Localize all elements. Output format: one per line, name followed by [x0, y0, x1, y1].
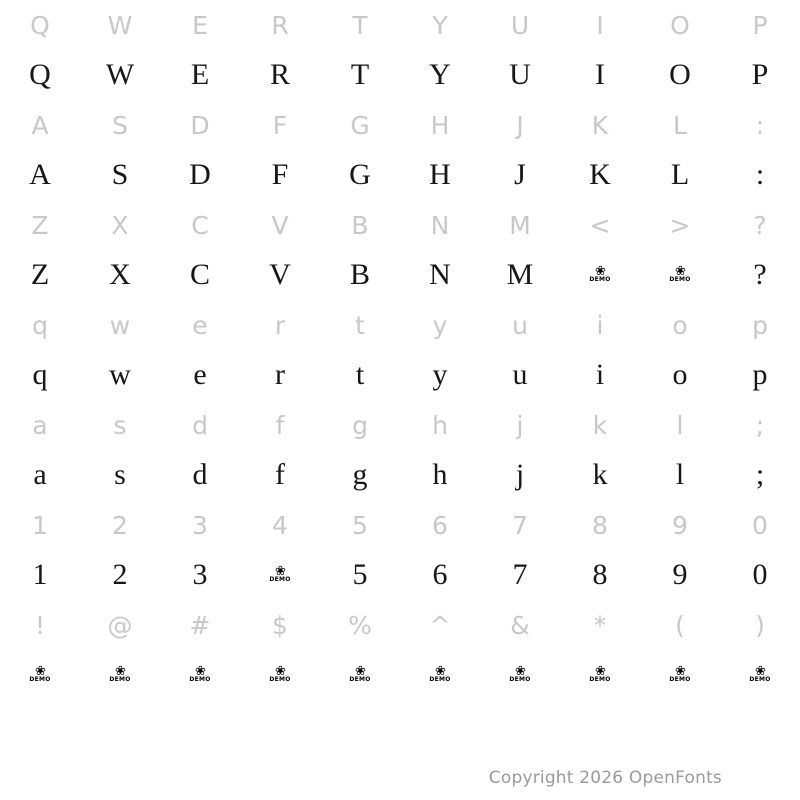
- demo-badge-icon: [720, 650, 800, 700]
- demo-badge-icon: [80, 650, 160, 700]
- key-label: M: [509, 210, 531, 240]
- demo-badge-icon: [480, 650, 560, 700]
- footer: [0, 755, 800, 800]
- key-label: J: [516, 110, 524, 140]
- glyph-sample-row: [0, 150, 800, 200]
- key-label: D: [190, 110, 210, 140]
- leaf-icon: ❀: [595, 664, 605, 679]
- key-label: H: [430, 110, 450, 140]
- demo-badge-label: DEMO: [509, 676, 531, 683]
- key-label: e: [192, 310, 208, 340]
- glyph-sample: D: [189, 158, 211, 191]
- demo-badge-label: DEMO: [269, 676, 291, 683]
- demo-badge: [589, 264, 611, 283]
- key-label-row: [0, 400, 800, 450]
- glyph-sample: T: [350, 58, 370, 91]
- key-label: C: [191, 210, 209, 240]
- glyph-sample: Y: [429, 58, 451, 91]
- key-label: A: [31, 110, 49, 140]
- glyph-sample: l: [675, 458, 685, 491]
- key-label-row: [0, 200, 800, 250]
- demo-badge-icon: [640, 650, 720, 700]
- key-label: !: [34, 610, 46, 640]
- glyph-sample: q: [32, 358, 48, 391]
- key-label: w: [109, 310, 131, 340]
- key-label: $: [272, 610, 288, 640]
- demo-badge-label: DEMO: [669, 676, 691, 683]
- demo-badge-label: DEMO: [589, 276, 611, 283]
- key-label: U: [510, 10, 530, 40]
- leaf-icon: ❀: [435, 664, 445, 679]
- demo-badge-label: DEMO: [669, 276, 691, 283]
- key-label: <: [589, 210, 611, 240]
- key-label: u: [512, 310, 528, 340]
- demo-badge: [269, 664, 291, 683]
- key-label: f: [275, 410, 285, 440]
- demo-badge-label: DEMO: [189, 676, 211, 683]
- key-label: t: [355, 310, 365, 340]
- demo-badge: [749, 664, 771, 683]
- key-label: 8: [592, 510, 608, 540]
- key-label: d: [192, 410, 208, 440]
- glyph-sample: :: [755, 158, 765, 191]
- key-label-row: [0, 500, 800, 550]
- key-label: L: [673, 110, 687, 140]
- glyph-sample: O: [669, 58, 691, 91]
- glyph-sample: G: [349, 158, 371, 191]
- leaf-icon: ❀: [595, 264, 605, 279]
- demo-badge-label: DEMO: [29, 676, 51, 683]
- demo-badge: [669, 664, 691, 683]
- key-label: R: [271, 10, 289, 40]
- demo-badge: [589, 664, 611, 683]
- key-label: h: [432, 410, 448, 440]
- demo-badge-label: DEMO: [269, 576, 291, 583]
- glyph-sample: Z: [30, 258, 50, 291]
- demo-badge-label: DEMO: [749, 676, 771, 683]
- key-label: *: [593, 610, 607, 640]
- glyph-sample-row: [0, 550, 800, 600]
- key-label: 9: [672, 510, 688, 540]
- key-label: P: [752, 10, 768, 40]
- key-label: q: [32, 310, 48, 340]
- key-label: >: [669, 210, 691, 240]
- demo-badge-icon: [0, 650, 80, 700]
- key-label: Y: [432, 10, 448, 40]
- key-label: (: [675, 610, 685, 640]
- glyph-sample: J: [514, 158, 526, 191]
- key-label: 2: [112, 510, 128, 540]
- glyph-sample: p: [752, 358, 768, 391]
- glyph-sample: 0: [752, 558, 768, 591]
- key-label: V: [271, 210, 289, 240]
- glyph-sample: j: [515, 458, 525, 491]
- key-label: l: [676, 410, 684, 440]
- glyph-sample-row: [0, 650, 800, 700]
- key-label: a: [32, 410, 48, 440]
- key-label: F: [272, 110, 288, 140]
- key-label: &: [510, 610, 530, 640]
- leaf-icon: ❀: [35, 664, 45, 679]
- leaf-icon: ❀: [275, 564, 285, 579]
- leaf-icon: ❀: [355, 664, 365, 679]
- key-label: T: [352, 10, 368, 40]
- key-label: y: [432, 310, 448, 340]
- demo-badge: [29, 664, 51, 683]
- glyph-sample: o: [672, 358, 688, 391]
- demo-badge-icon: [400, 650, 480, 700]
- key-label: o: [672, 310, 688, 340]
- glyph-sample: W: [105, 58, 135, 91]
- demo-badge: [669, 264, 691, 283]
- key-label: I: [596, 10, 604, 40]
- glyph-sample: s: [114, 458, 126, 491]
- key-label: i: [596, 310, 604, 340]
- glyph-sample: M: [506, 258, 534, 291]
- glyph-sample: B: [349, 258, 370, 291]
- glyph-sample: 5: [352, 558, 368, 591]
- key-label: N: [430, 210, 450, 240]
- key-label: ): [755, 610, 765, 640]
- key-label: X: [111, 210, 129, 240]
- glyph-sample: g: [352, 458, 368, 491]
- key-label: B: [351, 210, 369, 240]
- key-label: Z: [31, 210, 49, 240]
- glyph-sample: y: [432, 358, 448, 391]
- key-label: G: [350, 110, 370, 140]
- key-label: r: [274, 310, 286, 340]
- leaf-icon: ❀: [515, 664, 525, 679]
- glyph-sample-row: [0, 50, 800, 100]
- demo-badge: [269, 564, 291, 583]
- glyph-sample: t: [355, 358, 365, 391]
- key-label: @: [107, 610, 133, 640]
- glyph-sample: E: [190, 58, 210, 91]
- key-label: O: [670, 10, 690, 40]
- glyph-sample: 2: [112, 558, 128, 591]
- demo-badge: [349, 664, 371, 683]
- glyph-sample-row: [0, 450, 800, 500]
- glyph-sample: a: [33, 458, 47, 491]
- key-label: 7: [512, 510, 528, 540]
- glyph-sample: K: [589, 158, 611, 191]
- leaf-icon: ❀: [275, 664, 285, 679]
- demo-badge-label: DEMO: [349, 676, 371, 683]
- glyph-sample-row: [0, 350, 800, 400]
- key-label: #: [189, 610, 211, 640]
- demo-badge-icon: [560, 650, 640, 700]
- demo-badge: [109, 664, 131, 683]
- glyph-sample-row: [0, 250, 800, 300]
- glyph-sample: w: [109, 358, 131, 391]
- glyph-sample: ?: [753, 258, 767, 291]
- glyph-sample: V: [269, 258, 291, 291]
- glyph-sample: 1: [32, 558, 48, 591]
- glyph-sample: H: [429, 158, 451, 191]
- glyph-sample: P: [751, 58, 769, 91]
- key-label: 0: [752, 510, 768, 540]
- demo-badge-label: DEMO: [109, 676, 131, 683]
- key-label: :: [755, 110, 765, 140]
- demo-badge-icon: [240, 650, 320, 700]
- leaf-icon: ❀: [675, 264, 685, 279]
- key-label: ?: [753, 210, 767, 240]
- key-label: 5: [352, 510, 368, 540]
- glyph-sample: k: [592, 458, 608, 491]
- glyph-sample: d: [192, 458, 208, 491]
- key-label: p: [752, 310, 768, 340]
- glyph-sample: Q: [29, 58, 51, 91]
- demo-badge-label: DEMO: [429, 676, 451, 683]
- glyph-sample: S: [111, 158, 129, 191]
- glyph-sample: u: [512, 358, 528, 391]
- key-label: 4: [272, 510, 288, 540]
- demo-badge: [429, 664, 451, 683]
- key-label: E: [192, 10, 208, 40]
- demo-badge-icon: [160, 650, 240, 700]
- key-label-row: [0, 300, 800, 350]
- key-label: ;: [755, 410, 765, 440]
- key-label: g: [352, 410, 368, 440]
- glyph-sample: r: [275, 358, 285, 391]
- glyph-sample: N: [429, 258, 451, 291]
- glyph-sample: 9: [672, 558, 688, 591]
- demo-badge-icon: [320, 650, 400, 700]
- demo-badge-icon: [640, 250, 720, 300]
- key-label-row: [0, 0, 800, 50]
- key-label: W: [107, 10, 133, 40]
- glyph-sample: e: [193, 358, 207, 391]
- key-label: K: [591, 110, 609, 140]
- glyph-sample: i: [595, 358, 605, 391]
- glyph-sample: 8: [592, 558, 608, 591]
- key-label: %: [348, 610, 372, 640]
- glyph-sample: ;: [755, 458, 765, 491]
- key-label: j: [516, 410, 524, 440]
- key-label: k: [592, 410, 608, 440]
- glyph-sample: f: [275, 458, 285, 491]
- leaf-icon: ❀: [195, 664, 205, 679]
- demo-badge-icon: [240, 550, 320, 600]
- glyph-sample: U: [509, 58, 531, 91]
- glyph-sample: 7: [512, 558, 528, 591]
- demo-badge-label: DEMO: [589, 676, 611, 683]
- demo-badge: [189, 664, 211, 683]
- leaf-icon: ❀: [675, 664, 685, 679]
- leaf-icon: ❀: [115, 664, 125, 679]
- key-label: s: [113, 410, 127, 440]
- demo-badge: [509, 664, 531, 683]
- glyph-sample: F: [271, 158, 289, 191]
- key-label-row: [0, 600, 800, 650]
- glyph-sample: I: [595, 58, 605, 91]
- key-label: 3: [192, 510, 208, 540]
- glyph-sample: L: [670, 158, 690, 191]
- glyph-sample: R: [269, 58, 290, 91]
- glyph-sample: 6: [432, 558, 448, 591]
- key-label: Q: [30, 10, 50, 40]
- copyright-text: Copyright 2026 OpenFonts: [488, 767, 722, 788]
- glyph-sample: 3: [192, 558, 208, 591]
- glyph-sample: X: [109, 258, 131, 291]
- leaf-icon: ❀: [755, 664, 765, 679]
- demo-badge-icon: [560, 250, 640, 300]
- key-label: ^: [429, 610, 451, 640]
- key-label: S: [112, 110, 128, 140]
- glyph-sample: h: [432, 458, 448, 491]
- key-label: 6: [432, 510, 448, 540]
- glyph-sample: A: [29, 158, 51, 191]
- key-label: 1: [32, 510, 48, 540]
- glyph-sample: C: [189, 258, 210, 291]
- key-label-row: [0, 100, 800, 150]
